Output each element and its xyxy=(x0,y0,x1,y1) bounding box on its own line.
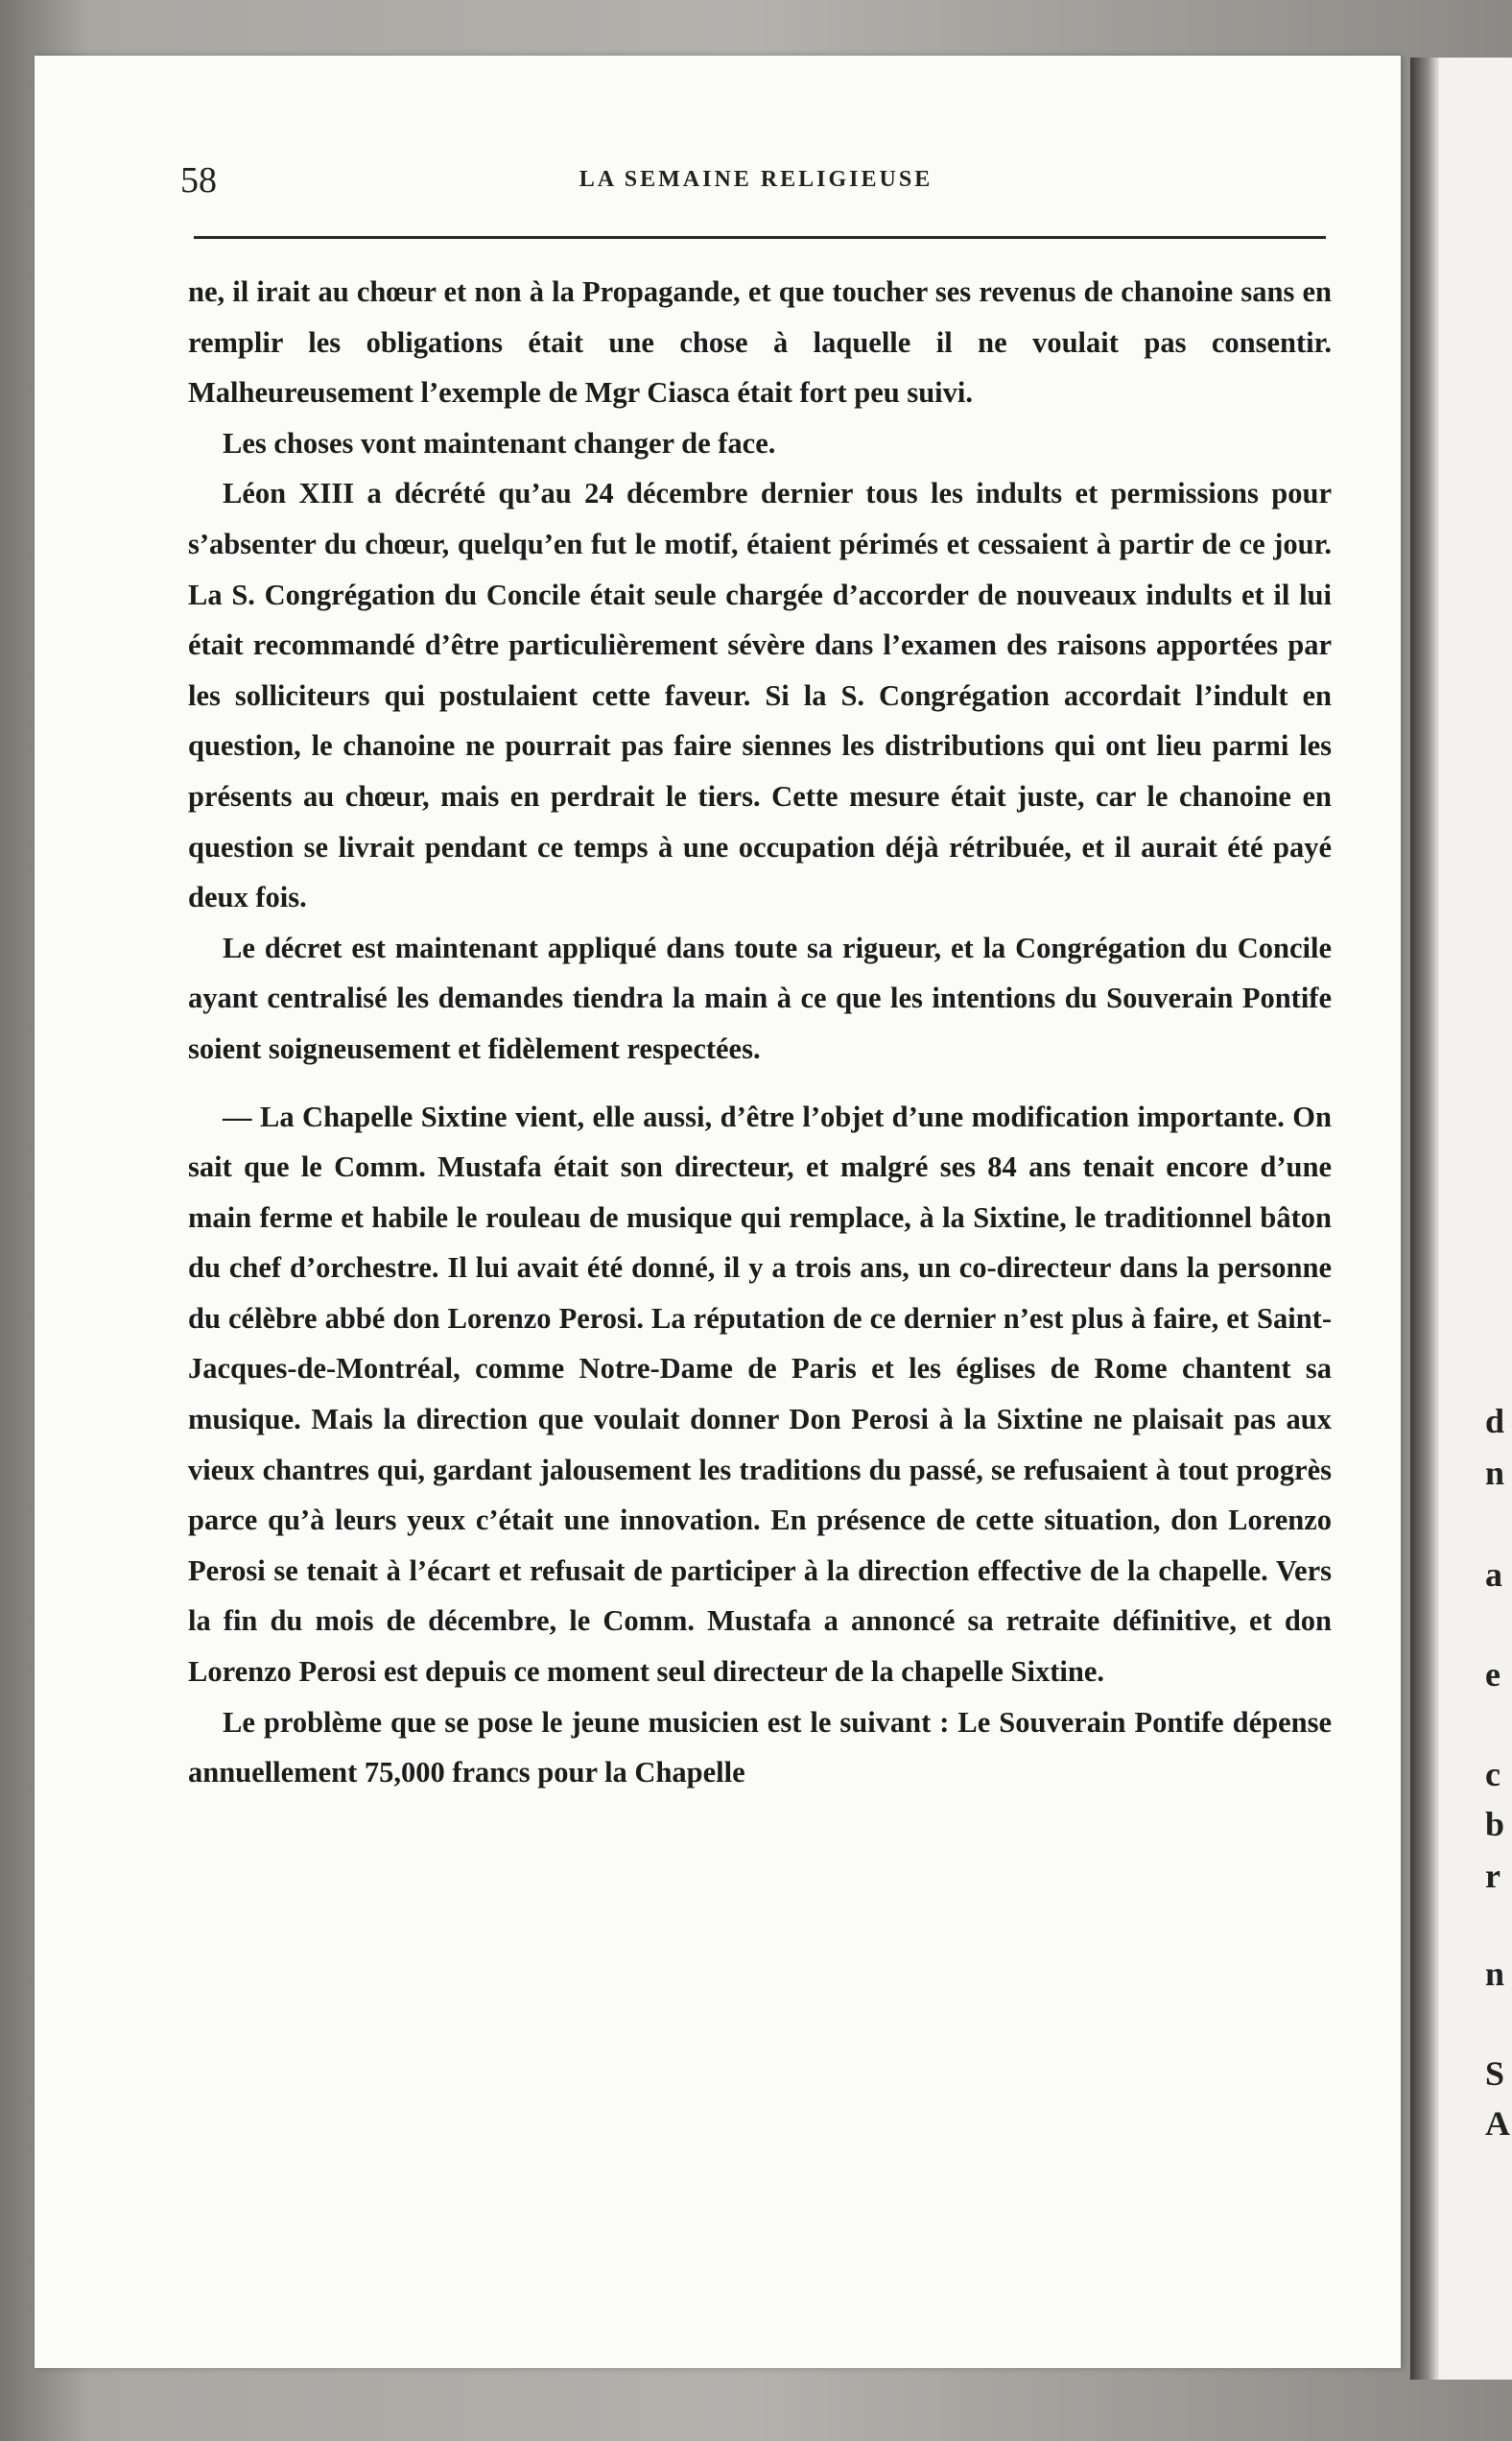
adjacent-page-letter: S xyxy=(1485,2054,1505,2093)
paragraph: Les choses vont maintenant changer de face. xyxy=(223,426,776,460)
paragraph: — La Chapelle Sixtine vient, elle aussi, d’être l’objet d’une modification importante. On sait que le Comm. Mustafa était son directeur, et malgré ses 84 ans tenait encore d’une main ferme et habile le rouleau de musique qui remplace, à la Sixtine, le traditionnel bâton du chef d’orchestre. Il lui avait été donné, il y a trois ans, un co-directeur dans la personne du célèbre abbé don Lorenzo Perosi. La réputation de ce dernier n’est plus à faire, et Saint-Jacques-de-Montréal, comme Notre-Dame de Paris et les églises de Rome chantent sa musique. Mais la direction que voulait donner Don Perosi à la Sixtine ne plaisait pas aux vieux chantres qui, gardant jalousement les traditions du passé, se refusaient à tout progrès parce qu’à leurs yeux c’était une innovation. En présence de cette situation, don Lorenzo Perosi se tenait à l’écart et refusait de participer à la direction effective de la chapelle. Vers la fin du mois de décembre, le Comm. Mustafa a annoncé sa retraite définitive, et don Lorenzo Perosi est depuis ce moment seul directeur de la chapelle Sixtine. xyxy=(188,1100,1332,1689)
adjacent-page-letter: n xyxy=(1485,1955,1505,1993)
header-rule xyxy=(194,236,1326,239)
adjacent-page-letter: r xyxy=(1485,1857,1500,1895)
adjacent-page-letter: b xyxy=(1485,1805,1505,1843)
adjacent-page-letter: n xyxy=(1485,1454,1505,1492)
page-header xyxy=(180,159,1332,213)
adjacent-page xyxy=(1410,58,1512,2380)
paragraph: Léon XIII a décrété qu’au 24 décembre dernier tous les indults et permissions pour s’absenter du chœur, quelqu’en fut le motif, étaient périmés et cessaient à partir de ce jour. La S. Congrégation du Concile était seule chargée d’accorder de nouveaux indults et il lui était recommandé d’être particulièrement sévère dans l’examen des raisons apportées par les solliciteurs qui postulaient cette faveur. Si la S. Congrégation accordait l’indult en question, le chanoine ne pourrait pas faire siennes les distributions qui ont lieu parmi les présents au chœur, mais en perdrait le tiers. Cette mesure était juste, car le chanoine en question se livrait pendant ce temps à une occupation déjà rétribuée, et il aurait été payé deux fois. xyxy=(188,477,1332,914)
running-title: LA SEMAINE RELIGIEUSE xyxy=(579,167,933,192)
article-body xyxy=(188,267,1332,1798)
page-number: 58 xyxy=(180,160,217,201)
adjacent-page-letter: c xyxy=(1485,1755,1500,1793)
adjacent-page-letter: d xyxy=(1485,1402,1505,1440)
adjacent-page-letter: e xyxy=(1485,1655,1500,1694)
page-gutter-shadow xyxy=(1410,58,1439,2380)
document-page xyxy=(35,56,1401,2368)
paragraph: Le décret est maintenant appliqué dans toute sa rigueur, et la Congrégation du Concile ayant centralisé les demandes tiendra la main à ce que les intentions du Souverain Pontife soient soigneusement et fidèlement respectées. xyxy=(188,931,1332,1065)
paragraph: Le problème que se pose le jeune musicien est le suivant : Le Souverain Pontife dépense annuellement 75,000 francs pour la Chapelle xyxy=(188,1705,1332,1789)
paragraph: ne, il irait au chœur et non à la Propagande, et que toucher ses revenus de chanoine sans en remplir les obligations était une chose à laquelle il ne voulait pas consentir. Malheureusement l’exemple de Mgr Ciasca était fort peu suivi. xyxy=(188,275,1332,410)
adjacent-page-letter: A xyxy=(1485,2104,1510,2143)
adjacent-page-letter: a xyxy=(1485,1555,1502,1594)
